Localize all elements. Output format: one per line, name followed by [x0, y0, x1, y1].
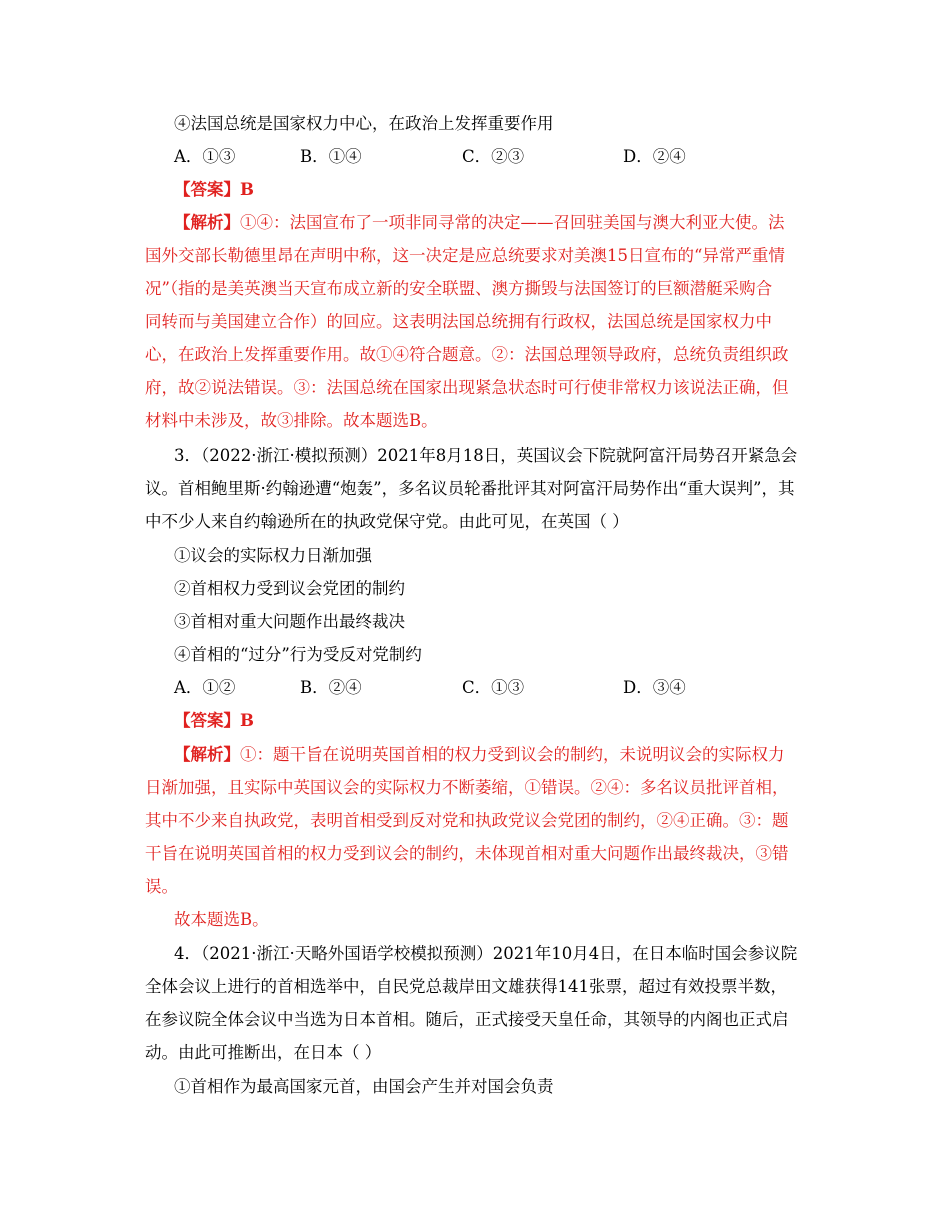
q3-choice-c: C．①③ — [462, 678, 525, 697]
q3-option-3: ③首相对重大问题作出最终裁决 — [174, 612, 405, 631]
q4-stem-line: 在参议院全体会议中当选为日本首相。随后，正式接受天皇任命，其领导的内阁也正式启 — [145, 1010, 789, 1029]
q4-stem-line: 4．（2021·浙江·天略外国语学校模拟预测）2021年10月4日，在日本临时国会参议院 — [174, 944, 798, 963]
analysis-tag: 【解析】 — [174, 213, 240, 232]
analysis-text: ①：题干旨在说明英国首相的权力受到议会的制约，未说明议会的实际权力 — [240, 745, 785, 764]
analysis-tag: 【解析】 — [174, 745, 240, 764]
answer-value: B — [240, 180, 254, 199]
answer-tag: 【答案】 — [174, 711, 240, 730]
q2-analysis-line: 国外交部长勒德里昂在声明中称，这一决定是应总统要求对美澳15日宣布的“异常严重情 — [145, 246, 785, 265]
answer-value: B — [240, 711, 254, 730]
q2-analysis-line: 心，在政治上发挥重要作用。故①④符合题意。②：法国总理领导政府，总统负责组织政 — [145, 345, 789, 364]
q3-answer — [174, 704, 254, 737]
q3-stem-line: 中不少人来自约翰逊所在的执政党保守党。由此可见，在英国（ ） — [145, 512, 629, 531]
q2-choice-d: D．②④ — [623, 147, 686, 166]
q3-choice-d: D．③④ — [623, 678, 686, 697]
analysis-text: ①④：法国宣布了一项非同寻常的决定——召回驻美国与澳大利亚大使。法 — [240, 213, 785, 232]
q2-choice-a: A．①③ — [174, 147, 236, 166]
q4-stem-line: 动。由此可推断出，在日本（ ） — [145, 1043, 382, 1062]
q2-analysis-line: 况”（指的是美英澳当天宣布成立新的安全联盟、澳方撕毁与法国签订的巨额潜艇采购合 — [145, 279, 773, 298]
q2-choice-b: B．①④ — [300, 147, 362, 166]
q2-choice-c: C．②③ — [462, 147, 525, 166]
answer-tag: 【答案】 — [174, 180, 240, 199]
q2-analysis-line — [174, 206, 785, 239]
q3-analysis-line — [174, 738, 785, 771]
q2-analysis-line: 同转而与美国建立合作）的回应。这表明法国总统拥有行政权，法国总统是国家权力中 — [145, 312, 772, 331]
q4-option-1: ①首相作为最高国家元首，由国会产生并对国会负责 — [174, 1077, 554, 1096]
q3-analysis-line: 误。 — [145, 877, 178, 896]
q3-option-4: ④首相的“过分”行为受反对党制约 — [174, 645, 422, 664]
q3-stem-line: 议。首相鲍里斯·约翰逊遭“炮轰”，多名议员轮番批评其对阿富汗局势作出“重大误判”，其 — [145, 479, 795, 498]
q3-analysis-line: 其中不少来自执政党，表明首相受到反对党和执政党议会党团的制约，②④正确。③：题 — [145, 811, 789, 830]
q3-conclusion: 故本题选B。 — [174, 910, 269, 929]
q2-analysis-line: 府，故②说法错误。③：法国总统在国家出现紧急状态时可行使非常权力该说法正确，但 — [145, 378, 789, 397]
q2-analysis-line: 材料中未涉及，故③排除。故本题选B。 — [145, 411, 438, 430]
q3-choice-b: B．②④ — [300, 678, 362, 697]
q3-stem-line: 3．（2022·浙江·模拟预测）2021年8月18日，英国议会下院就阿富汗局势召开紧急会 — [174, 446, 798, 465]
q3-choice-a: A．①② — [174, 678, 236, 697]
q3-analysis-line: 日渐加强，且实际中英国议会的实际权力不断萎缩，①错误。②④：多名议员批评首相， — [145, 778, 789, 797]
q3-option-1: ①议会的实际权力日渐加强 — [174, 546, 372, 565]
q2-option-4: ④法国总统是国家权力中心，在政治上发挥重要作用 — [174, 114, 554, 133]
q2-answer — [174, 173, 254, 206]
q3-analysis-line: 干旨在说明英国首相的权力受到议会的制约，未体现首相对重大问题作出最终裁决，③错 — [145, 844, 789, 863]
q4-stem-line: 全体会议上进行的首相选举中，自民党总裁岸田文雄获得141张票，超过有效投票半数， — [145, 977, 787, 996]
q3-option-2: ②首相权力受到议会党团的制约 — [174, 579, 405, 598]
